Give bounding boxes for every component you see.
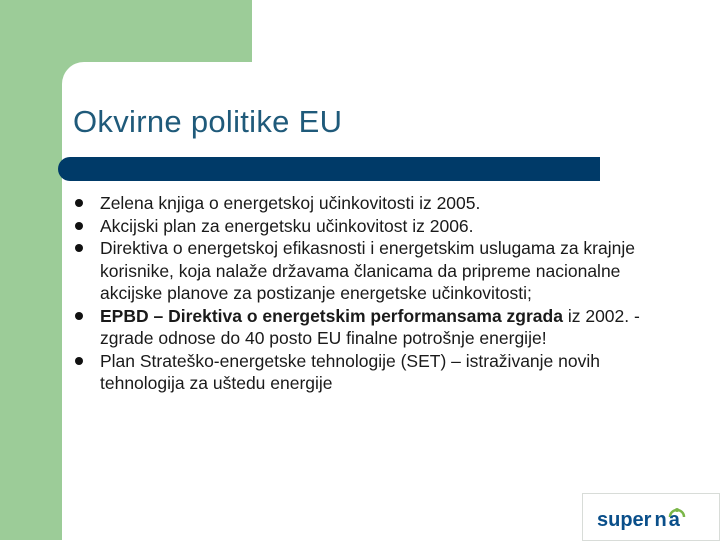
- bullet-dot-icon: [75, 244, 83, 252]
- logo-text: super n a: [597, 509, 680, 531]
- bullet-dot-icon: [75, 357, 83, 365]
- bullet-dot-icon: [75, 222, 83, 230]
- bullet-text: Plan Strateško-energetske tehnologije (SET) – istraživanje novih tehnologija za uštedu energije: [100, 350, 600, 393]
- bullet-dot-icon: [75, 312, 83, 320]
- list-item: [72, 237, 672, 305]
- logo: [582, 493, 720, 541]
- title-underline-bar: [58, 157, 600, 181]
- slide-title: Okvirne politike EU: [73, 104, 343, 139]
- decorative-green-strip: [0, 0, 62, 540]
- bullet-dot-icon: [75, 199, 83, 207]
- list-item: [72, 215, 672, 238]
- bullet-text: iz 2002. - zgrade odnose do 40 posto EU finalne potrošnje energije!: [100, 305, 640, 348]
- list-item: [72, 305, 672, 350]
- bullet-list: [72, 192, 672, 395]
- bullet-text: Direktiva o energetskoj efikasnosti i energetskim uslugama za krajnje korisnike, koja nalaže državama članicama da pripreme nacionalne akcijske planove za postizanje energetske učinkovitosti;: [100, 238, 635, 303]
- list-item: [72, 192, 672, 215]
- bullet-text: Zelena knjiga o energetskoj učinkovitosti iz 2005.: [100, 193, 481, 213]
- bullet-bold-text: EPBD – Direktiva o energetskim performansama zgrada: [100, 305, 563, 326]
- supernova-logo-icon: [583, 494, 719, 540]
- list-item: [72, 350, 672, 395]
- bullet-text: Akcijski plan za energetsku učinkovitost iz 2006.: [100, 215, 474, 236]
